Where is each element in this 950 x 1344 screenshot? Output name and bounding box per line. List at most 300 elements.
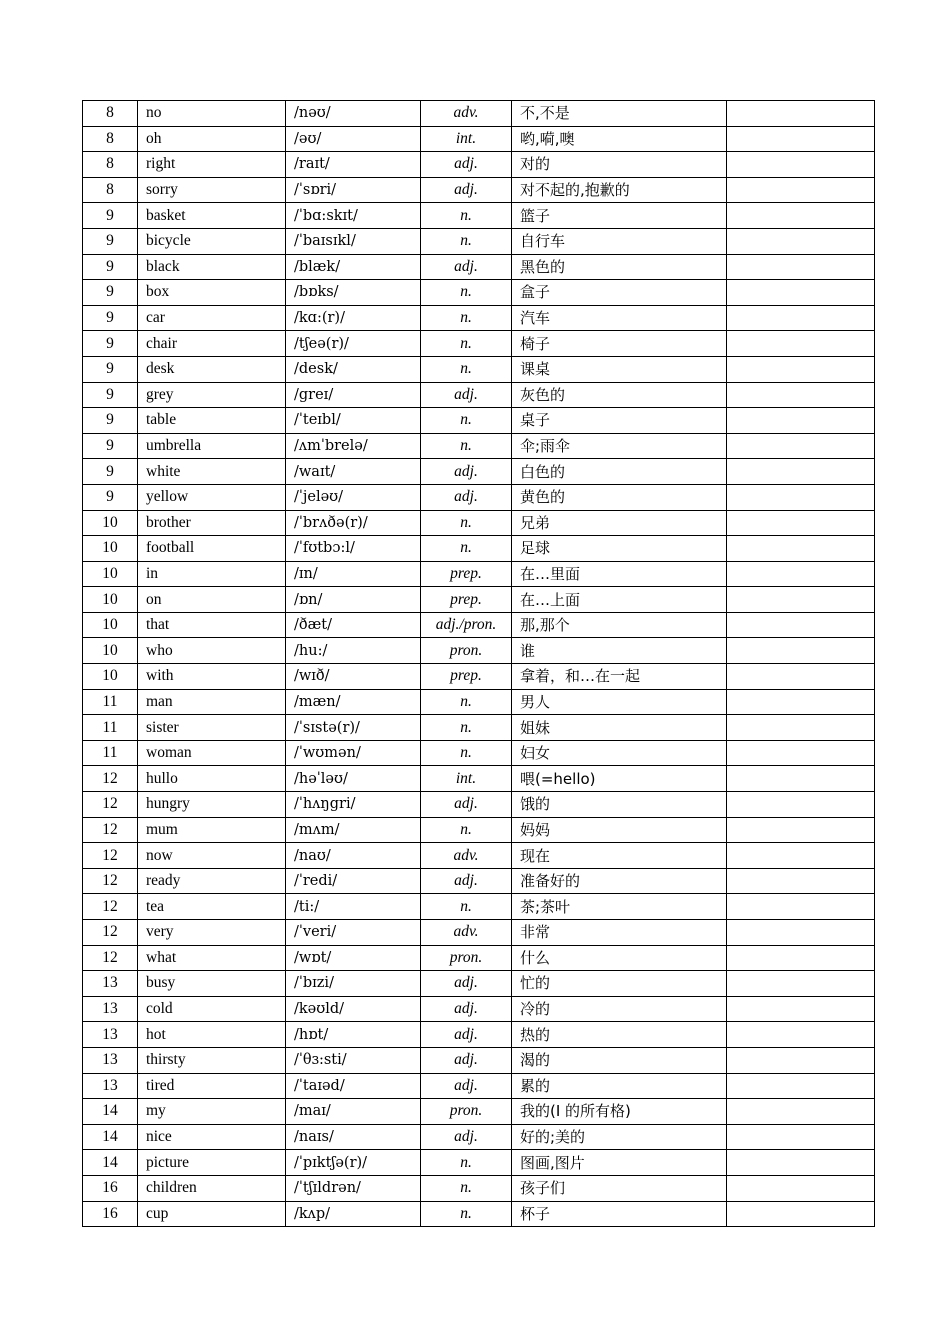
part-of-speech-cell: n. bbox=[421, 1175, 512, 1201]
meaning-cell: 白色的 bbox=[512, 459, 727, 485]
phonetic-cell: /kɑ:(r)/ bbox=[286, 305, 421, 331]
table-row bbox=[83, 996, 875, 1022]
word-cell: hungry bbox=[138, 792, 286, 818]
unit-cell: 14 bbox=[83, 1150, 138, 1176]
part-of-speech-cell: n. bbox=[421, 817, 512, 843]
part-of-speech-cell: n. bbox=[421, 228, 512, 254]
phonetic-cell: /ˈbaɪsɪkl/ bbox=[286, 228, 421, 254]
note-cell bbox=[727, 612, 875, 638]
word-cell: that bbox=[138, 612, 286, 638]
note-cell bbox=[727, 1022, 875, 1048]
note-cell bbox=[727, 689, 875, 715]
meaning-cell: 好的;美的 bbox=[512, 1124, 727, 1150]
word-cell: hullo bbox=[138, 766, 286, 792]
meaning-cell: 对的 bbox=[512, 152, 727, 178]
part-of-speech-cell: adv. bbox=[421, 101, 512, 127]
part-of-speech-cell: n. bbox=[421, 408, 512, 434]
table-row bbox=[83, 382, 875, 408]
note-cell bbox=[727, 664, 875, 690]
table-row bbox=[83, 766, 875, 792]
meaning-cell: 足球 bbox=[512, 536, 727, 562]
phonetic-cell: /blæk/ bbox=[286, 254, 421, 280]
part-of-speech-cell: adv. bbox=[421, 920, 512, 946]
meaning-cell: 妇女 bbox=[512, 740, 727, 766]
table-row bbox=[83, 561, 875, 587]
note-cell bbox=[727, 1073, 875, 1099]
table-row bbox=[83, 510, 875, 536]
phonetic-cell: /ti:/ bbox=[286, 894, 421, 920]
part-of-speech-cell: int. bbox=[421, 126, 512, 152]
table-row bbox=[83, 203, 875, 229]
phonetic-cell: /ˈbrʌðə(r)/ bbox=[286, 510, 421, 536]
meaning-cell: 热的 bbox=[512, 1022, 727, 1048]
part-of-speech-cell: n. bbox=[421, 331, 512, 357]
part-of-speech-cell: prep. bbox=[421, 664, 512, 690]
note-cell bbox=[727, 1175, 875, 1201]
table-row bbox=[83, 331, 875, 357]
word-cell: football bbox=[138, 536, 286, 562]
phonetic-cell: /həˈləʊ/ bbox=[286, 766, 421, 792]
part-of-speech-cell: pron. bbox=[421, 1099, 512, 1125]
phonetic-cell: /hɒt/ bbox=[286, 1022, 421, 1048]
word-cell: picture bbox=[138, 1150, 286, 1176]
meaning-cell: 图画,图片 bbox=[512, 1150, 727, 1176]
meaning-cell: 在…上面 bbox=[512, 587, 727, 613]
phonetic-cell: /greɪ/ bbox=[286, 382, 421, 408]
meaning-cell: 兄弟 bbox=[512, 510, 727, 536]
note-cell bbox=[727, 536, 875, 562]
table-row bbox=[83, 664, 875, 690]
table-row bbox=[83, 433, 875, 459]
note-cell bbox=[727, 331, 875, 357]
part-of-speech-cell: n. bbox=[421, 1150, 512, 1176]
phonetic-cell: /ˈjeləʊ/ bbox=[286, 484, 421, 510]
note-cell bbox=[727, 561, 875, 587]
word-cell: sister bbox=[138, 715, 286, 741]
part-of-speech-cell: n. bbox=[421, 1201, 512, 1227]
unit-cell: 10 bbox=[83, 587, 138, 613]
phonetic-cell: /kəʊld/ bbox=[286, 996, 421, 1022]
phonetic-cell: /kʌp/ bbox=[286, 1201, 421, 1227]
table-row bbox=[83, 612, 875, 638]
word-cell: man bbox=[138, 689, 286, 715]
part-of-speech-cell: adj. bbox=[421, 152, 512, 178]
phonetic-cell: /ˈbɑ:skɪt/ bbox=[286, 203, 421, 229]
part-of-speech-cell: n. bbox=[421, 715, 512, 741]
phonetic-cell: /ˈfʊtbɔ:l/ bbox=[286, 536, 421, 562]
word-cell: no bbox=[138, 101, 286, 127]
phonetic-cell: /ˈtʃɪldrən/ bbox=[286, 1175, 421, 1201]
table-row bbox=[83, 945, 875, 971]
word-cell: now bbox=[138, 843, 286, 869]
part-of-speech-cell: adj. bbox=[421, 459, 512, 485]
meaning-cell: 非常 bbox=[512, 920, 727, 946]
part-of-speech-cell: adj. bbox=[421, 177, 512, 203]
unit-cell: 12 bbox=[83, 894, 138, 920]
word-cell: children bbox=[138, 1175, 286, 1201]
word-cell: mum bbox=[138, 817, 286, 843]
note-cell bbox=[727, 203, 875, 229]
note-cell bbox=[727, 254, 875, 280]
phonetic-cell: /waɪt/ bbox=[286, 459, 421, 485]
unit-cell: 9 bbox=[83, 254, 138, 280]
phonetic-cell: /ˈpɪktʃə(r)/ bbox=[286, 1150, 421, 1176]
meaning-cell: 杯子 bbox=[512, 1201, 727, 1227]
vocabulary-table bbox=[82, 100, 875, 1227]
phonetic-cell: /nəʊ/ bbox=[286, 101, 421, 127]
unit-cell: 10 bbox=[83, 561, 138, 587]
word-cell: in bbox=[138, 561, 286, 587]
table-row bbox=[83, 126, 875, 152]
part-of-speech-cell: adj. bbox=[421, 254, 512, 280]
word-cell: what bbox=[138, 945, 286, 971]
table-row bbox=[83, 689, 875, 715]
word-cell: umbrella bbox=[138, 433, 286, 459]
table-row bbox=[83, 177, 875, 203]
table-row bbox=[83, 305, 875, 331]
phonetic-cell: /raɪt/ bbox=[286, 152, 421, 178]
unit-cell: 14 bbox=[83, 1099, 138, 1125]
phonetic-cell: /desk/ bbox=[286, 356, 421, 382]
note-cell bbox=[727, 1124, 875, 1150]
unit-cell: 10 bbox=[83, 638, 138, 664]
table-row bbox=[83, 1099, 875, 1125]
note-cell bbox=[727, 280, 875, 306]
unit-cell: 12 bbox=[83, 868, 138, 894]
note-cell bbox=[727, 152, 875, 178]
part-of-speech-cell: adj. bbox=[421, 1022, 512, 1048]
word-cell: yellow bbox=[138, 484, 286, 510]
table-row bbox=[83, 228, 875, 254]
word-cell: very bbox=[138, 920, 286, 946]
note-cell bbox=[727, 408, 875, 434]
part-of-speech-cell: n. bbox=[421, 433, 512, 459]
word-cell: thirsty bbox=[138, 1047, 286, 1073]
unit-cell: 11 bbox=[83, 740, 138, 766]
note-cell bbox=[727, 484, 875, 510]
table-row bbox=[83, 1073, 875, 1099]
meaning-cell: 饿的 bbox=[512, 792, 727, 818]
part-of-speech-cell: adj. bbox=[421, 484, 512, 510]
unit-cell: 12 bbox=[83, 817, 138, 843]
phonetic-cell: /ˈθɜ:sti/ bbox=[286, 1047, 421, 1073]
unit-cell: 10 bbox=[83, 664, 138, 690]
unit-cell: 14 bbox=[83, 1124, 138, 1150]
phonetic-cell: /ɪn/ bbox=[286, 561, 421, 587]
word-cell: woman bbox=[138, 740, 286, 766]
note-cell bbox=[727, 101, 875, 127]
part-of-speech-cell: n. bbox=[421, 280, 512, 306]
word-cell: ready bbox=[138, 868, 286, 894]
unit-cell: 13 bbox=[83, 996, 138, 1022]
word-cell: basket bbox=[138, 203, 286, 229]
phonetic-cell: /ˈsɪstə(r)/ bbox=[286, 715, 421, 741]
unit-cell: 8 bbox=[83, 126, 138, 152]
note-cell bbox=[727, 1201, 875, 1227]
phonetic-cell: /mæn/ bbox=[286, 689, 421, 715]
phonetic-cell: /ɒn/ bbox=[286, 587, 421, 613]
note-cell bbox=[727, 996, 875, 1022]
phonetic-cell: /naʊ/ bbox=[286, 843, 421, 869]
table-row bbox=[83, 894, 875, 920]
phonetic-cell: /maɪ/ bbox=[286, 1099, 421, 1125]
phonetic-cell: /ˈwʊmən/ bbox=[286, 740, 421, 766]
word-cell: on bbox=[138, 587, 286, 613]
unit-cell: 12 bbox=[83, 766, 138, 792]
phonetic-cell: /ˈsɒri/ bbox=[286, 177, 421, 203]
unit-cell: 16 bbox=[83, 1175, 138, 1201]
part-of-speech-cell: adj. bbox=[421, 792, 512, 818]
meaning-cell: 自行车 bbox=[512, 228, 727, 254]
vocabulary-table-body bbox=[83, 101, 875, 1227]
table-row bbox=[83, 843, 875, 869]
meaning-cell: 姐妹 bbox=[512, 715, 727, 741]
table-row bbox=[83, 1201, 875, 1227]
note-cell bbox=[727, 459, 875, 485]
phonetic-cell: /əʊ/ bbox=[286, 126, 421, 152]
unit-cell: 9 bbox=[83, 228, 138, 254]
unit-cell: 12 bbox=[83, 920, 138, 946]
word-cell: brother bbox=[138, 510, 286, 536]
note-cell bbox=[727, 305, 875, 331]
part-of-speech-cell: adj. bbox=[421, 1124, 512, 1150]
table-row bbox=[83, 715, 875, 741]
phonetic-cell: /naɪs/ bbox=[286, 1124, 421, 1150]
note-cell bbox=[727, 945, 875, 971]
phonetic-cell: /ˈhʌŋgri/ bbox=[286, 792, 421, 818]
meaning-cell: 喂(=hello) bbox=[512, 766, 727, 792]
note-cell bbox=[727, 817, 875, 843]
word-cell: tea bbox=[138, 894, 286, 920]
unit-cell: 8 bbox=[83, 177, 138, 203]
unit-cell: 9 bbox=[83, 484, 138, 510]
meaning-cell: 孩子们 bbox=[512, 1175, 727, 1201]
meaning-cell: 渴的 bbox=[512, 1047, 727, 1073]
phonetic-cell: /ʌmˈbrelə/ bbox=[286, 433, 421, 459]
meaning-cell: 谁 bbox=[512, 638, 727, 664]
part-of-speech-cell: n. bbox=[421, 740, 512, 766]
phonetic-cell: /mʌm/ bbox=[286, 817, 421, 843]
meaning-cell: 妈妈 bbox=[512, 817, 727, 843]
phonetic-cell: /hu:/ bbox=[286, 638, 421, 664]
phonetic-cell: /ˈteɪbl/ bbox=[286, 408, 421, 434]
word-cell: white bbox=[138, 459, 286, 485]
meaning-cell: 男人 bbox=[512, 689, 727, 715]
table-row bbox=[83, 971, 875, 997]
part-of-speech-cell: adj. bbox=[421, 996, 512, 1022]
phonetic-cell: /ˈbɪzi/ bbox=[286, 971, 421, 997]
table-row bbox=[83, 868, 875, 894]
word-cell: my bbox=[138, 1099, 286, 1125]
word-cell: black bbox=[138, 254, 286, 280]
word-cell: car bbox=[138, 305, 286, 331]
unit-cell: 9 bbox=[83, 459, 138, 485]
table-row bbox=[83, 1022, 875, 1048]
table-row bbox=[83, 101, 875, 127]
meaning-cell: 对不起的,抱歉的 bbox=[512, 177, 727, 203]
meaning-cell: 什么 bbox=[512, 945, 727, 971]
note-cell bbox=[727, 971, 875, 997]
meaning-cell: 准备好的 bbox=[512, 868, 727, 894]
part-of-speech-cell: pron. bbox=[421, 638, 512, 664]
part-of-speech-cell: adj. bbox=[421, 382, 512, 408]
table-row bbox=[83, 587, 875, 613]
note-cell bbox=[727, 382, 875, 408]
table-row bbox=[83, 1047, 875, 1073]
word-cell: oh bbox=[138, 126, 286, 152]
unit-cell: 13 bbox=[83, 971, 138, 997]
note-cell bbox=[727, 433, 875, 459]
part-of-speech-cell: adj./pron. bbox=[421, 612, 512, 638]
part-of-speech-cell: adj. bbox=[421, 971, 512, 997]
note-cell bbox=[727, 792, 875, 818]
word-cell: sorry bbox=[138, 177, 286, 203]
unit-cell: 11 bbox=[83, 689, 138, 715]
part-of-speech-cell: adv. bbox=[421, 843, 512, 869]
table-row bbox=[83, 638, 875, 664]
meaning-cell: 黄色的 bbox=[512, 484, 727, 510]
unit-cell: 9 bbox=[83, 408, 138, 434]
part-of-speech-cell: n. bbox=[421, 894, 512, 920]
meaning-cell: 灰色的 bbox=[512, 382, 727, 408]
table-row bbox=[83, 152, 875, 178]
note-cell bbox=[727, 843, 875, 869]
part-of-speech-cell: n. bbox=[421, 203, 512, 229]
meaning-cell: 拿着，和…在一起 bbox=[512, 664, 727, 690]
unit-cell: 9 bbox=[83, 280, 138, 306]
word-cell: right bbox=[138, 152, 286, 178]
table-row bbox=[83, 1150, 875, 1176]
note-cell bbox=[727, 766, 875, 792]
phonetic-cell: /ˈtaɪəd/ bbox=[286, 1073, 421, 1099]
meaning-cell: 那,那个 bbox=[512, 612, 727, 638]
note-cell bbox=[727, 868, 875, 894]
part-of-speech-cell: n. bbox=[421, 510, 512, 536]
note-cell bbox=[727, 228, 875, 254]
unit-cell: 12 bbox=[83, 843, 138, 869]
meaning-cell: 汽车 bbox=[512, 305, 727, 331]
part-of-speech-cell: n. bbox=[421, 536, 512, 562]
unit-cell: 9 bbox=[83, 433, 138, 459]
meaning-cell: 现在 bbox=[512, 843, 727, 869]
word-cell: with bbox=[138, 664, 286, 690]
word-cell: who bbox=[138, 638, 286, 664]
meaning-cell: 累的 bbox=[512, 1073, 727, 1099]
unit-cell: 11 bbox=[83, 715, 138, 741]
meaning-cell: 茶;茶叶 bbox=[512, 894, 727, 920]
table-row bbox=[83, 536, 875, 562]
table-row bbox=[83, 280, 875, 306]
unit-cell: 8 bbox=[83, 152, 138, 178]
word-cell: box bbox=[138, 280, 286, 306]
unit-cell: 13 bbox=[83, 1073, 138, 1099]
phonetic-cell: /tʃeə(r)/ bbox=[286, 331, 421, 357]
phonetic-cell: /bɒks/ bbox=[286, 280, 421, 306]
note-cell bbox=[727, 126, 875, 152]
unit-cell: 8 bbox=[83, 101, 138, 127]
word-cell: hot bbox=[138, 1022, 286, 1048]
meaning-cell: 冷的 bbox=[512, 996, 727, 1022]
unit-cell: 10 bbox=[83, 536, 138, 562]
note-cell bbox=[727, 894, 875, 920]
note-cell bbox=[727, 587, 875, 613]
table-row bbox=[83, 254, 875, 280]
unit-cell: 9 bbox=[83, 203, 138, 229]
word-cell: cup bbox=[138, 1201, 286, 1227]
word-cell: grey bbox=[138, 382, 286, 408]
meaning-cell: 伞;雨伞 bbox=[512, 433, 727, 459]
table-row bbox=[83, 792, 875, 818]
part-of-speech-cell: prep. bbox=[421, 561, 512, 587]
note-cell bbox=[727, 740, 875, 766]
part-of-speech-cell: pron. bbox=[421, 945, 512, 971]
note-cell bbox=[727, 920, 875, 946]
word-cell: nice bbox=[138, 1124, 286, 1150]
unit-cell: 16 bbox=[83, 1201, 138, 1227]
meaning-cell: 哟,嗬,噢 bbox=[512, 126, 727, 152]
phonetic-cell: /ˈveri/ bbox=[286, 920, 421, 946]
unit-cell: 10 bbox=[83, 510, 138, 536]
part-of-speech-cell: n. bbox=[421, 689, 512, 715]
meaning-cell: 盒子 bbox=[512, 280, 727, 306]
meaning-cell: 课桌 bbox=[512, 356, 727, 382]
part-of-speech-cell: n. bbox=[421, 305, 512, 331]
unit-cell: 12 bbox=[83, 792, 138, 818]
note-cell bbox=[727, 1047, 875, 1073]
table-row bbox=[83, 1124, 875, 1150]
table-row bbox=[83, 920, 875, 946]
table-row bbox=[83, 459, 875, 485]
part-of-speech-cell: adj. bbox=[421, 1073, 512, 1099]
part-of-speech-cell: n. bbox=[421, 356, 512, 382]
note-cell bbox=[727, 1150, 875, 1176]
phonetic-cell: /ˈredi/ bbox=[286, 868, 421, 894]
meaning-cell: 篮子 bbox=[512, 203, 727, 229]
unit-cell: 9 bbox=[83, 382, 138, 408]
part-of-speech-cell: prep. bbox=[421, 587, 512, 613]
word-cell: busy bbox=[138, 971, 286, 997]
unit-cell: 9 bbox=[83, 331, 138, 357]
word-cell: chair bbox=[138, 331, 286, 357]
table-row bbox=[83, 817, 875, 843]
note-cell bbox=[727, 638, 875, 664]
unit-cell: 13 bbox=[83, 1047, 138, 1073]
word-cell: cold bbox=[138, 996, 286, 1022]
meaning-cell: 在…里面 bbox=[512, 561, 727, 587]
phonetic-cell: /ðæt/ bbox=[286, 612, 421, 638]
meaning-cell: 桌子 bbox=[512, 408, 727, 434]
note-cell bbox=[727, 177, 875, 203]
note-cell bbox=[727, 510, 875, 536]
meaning-cell: 黑色的 bbox=[512, 254, 727, 280]
part-of-speech-cell: adj. bbox=[421, 1047, 512, 1073]
unit-cell: 9 bbox=[83, 356, 138, 382]
table-row bbox=[83, 484, 875, 510]
phonetic-cell: /wɪð/ bbox=[286, 664, 421, 690]
word-cell: bicycle bbox=[138, 228, 286, 254]
meaning-cell: 椅子 bbox=[512, 331, 727, 357]
unit-cell: 10 bbox=[83, 612, 138, 638]
word-cell: desk bbox=[138, 356, 286, 382]
word-cell: table bbox=[138, 408, 286, 434]
unit-cell: 12 bbox=[83, 945, 138, 971]
table-row bbox=[83, 1175, 875, 1201]
meaning-cell: 不,不是 bbox=[512, 101, 727, 127]
meaning-cell: 我的(I 的所有格) bbox=[512, 1099, 727, 1125]
note-cell bbox=[727, 356, 875, 382]
table-row bbox=[83, 356, 875, 382]
word-cell: tired bbox=[138, 1073, 286, 1099]
